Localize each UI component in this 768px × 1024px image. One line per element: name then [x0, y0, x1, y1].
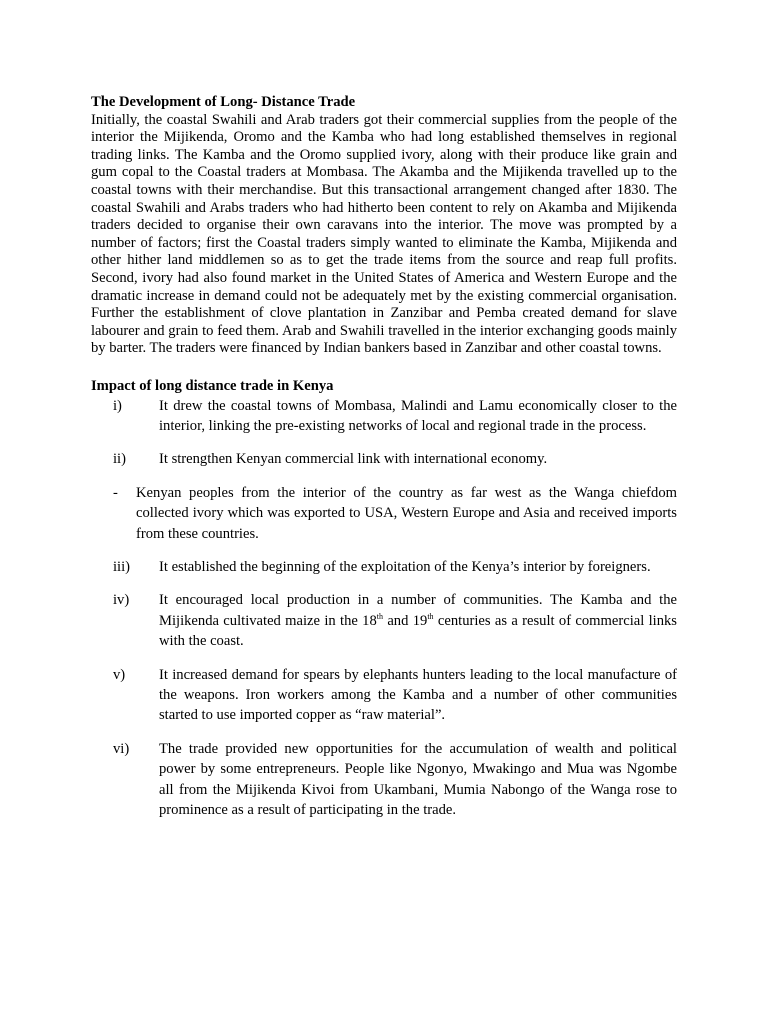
text-segment: and 19 [383, 612, 428, 629]
list-item [91, 739, 677, 821]
list-item-text [159, 590, 677, 651]
list-item [91, 396, 677, 437]
list-item [91, 590, 677, 651]
document-page [91, 94, 677, 833]
list-item-text: It drew the coastal towns of Mombasa, Malindi and Lamu economically closer to the interior, linking the pre-existing networks of local and regional trade in the process. [159, 397, 677, 434]
list-item-number: ii) [113, 451, 126, 468]
list-item [91, 483, 677, 544]
list-item [91, 665, 677, 726]
text-segment: centuries as a result of commercial links with the coast. [159, 612, 677, 650]
list-item-text: It established the beginning of the exploitation of the Kenya’s interior by foreigners. [159, 558, 651, 575]
development-paragraph: Initially, the coastal Swahili and Arab traders got their commercial supplies from the people of the interior the Mijikenda, Oromo and the Kamba who had long established themselves in regional trading links. The Kamba and the Oromo supplied ivory, along with their produce like grain and gum copal to the Coastal traders at Mombasa. The Akamba and the Mijikenda travelled up to the coastal towns with their merchandise. But this transactional arrangement changed after 1830. The coastal Swahili and Arabs traders who had hitherto been content to rely on Akamba and Mijikenda traders decided to organise their own caravans into the interior. The move was prompted by a number of factors; first the Coastal traders simply wanted to eliminate the Kamba, Mijikenda and other hither land middlemen so as to get the trade items from the source and reap full profits. Second, ivory had also found market in the United States of America and Western Europe and the dramatic increase in demand could not be adequately met by the existing commercial organisation. Further the establishment of clove plantation in Zanzibar and Pemba created demand for slave labourer and grain to feed them. Arab and Swahili travelled in the interior exchanging goods mainly by barter. The traders were financed by Indian bankers based in Zanzibar and other coastal towns. [91, 111, 677, 357]
text-segment: It encouraged local production in a number of communities. The Kamba and the Mijikenda cultivated maize in the 18 [159, 592, 677, 629]
list-item-number: v) [113, 666, 126, 683]
list-item-text: The trade provided new opportunities for the accumulation of wealth and political power by some entrepreneurs. People like Ngonyo, Mwakingo and Mua was Ngombe all from the Mijikenda Kivoi from Ukambani, Mumia Nabongo of the Wanga rose to prominence as a result of participating in the trade. [159, 740, 677, 818]
list-item-number: vi) [113, 740, 130, 757]
list-item [91, 557, 677, 577]
list-item-number: iv) [113, 592, 130, 609]
section-title-development: The Development of Long- Distance Trade [91, 94, 356, 110]
impact-list [91, 396, 677, 821]
list-item-number: i) [113, 397, 122, 414]
list-item-text: It strengthen Kenyan commercial link with international economy. [159, 451, 548, 468]
list-item [91, 449, 677, 469]
list-item-text: It increased demand for spears by elephants hunters leading to the local manufacture of the weapons. Iron workers among the Kamba and a number of other communities started to use imported copper as “raw material”. [159, 666, 677, 724]
list-item-text: Kenyan peoples from the interior of the country as far west as the Wanga chiefdom collected ivory which was exported to USA, Western Europe and Asia and received imports from these countries. [136, 484, 677, 542]
superscript-ordinal: th [427, 611, 434, 621]
list-item-bullet: - [113, 484, 118, 501]
list-item-number: iii) [113, 558, 131, 575]
section-title-impact: Impact of long distance trade in Kenya [91, 377, 334, 394]
superscript-ordinal: th [376, 611, 383, 621]
